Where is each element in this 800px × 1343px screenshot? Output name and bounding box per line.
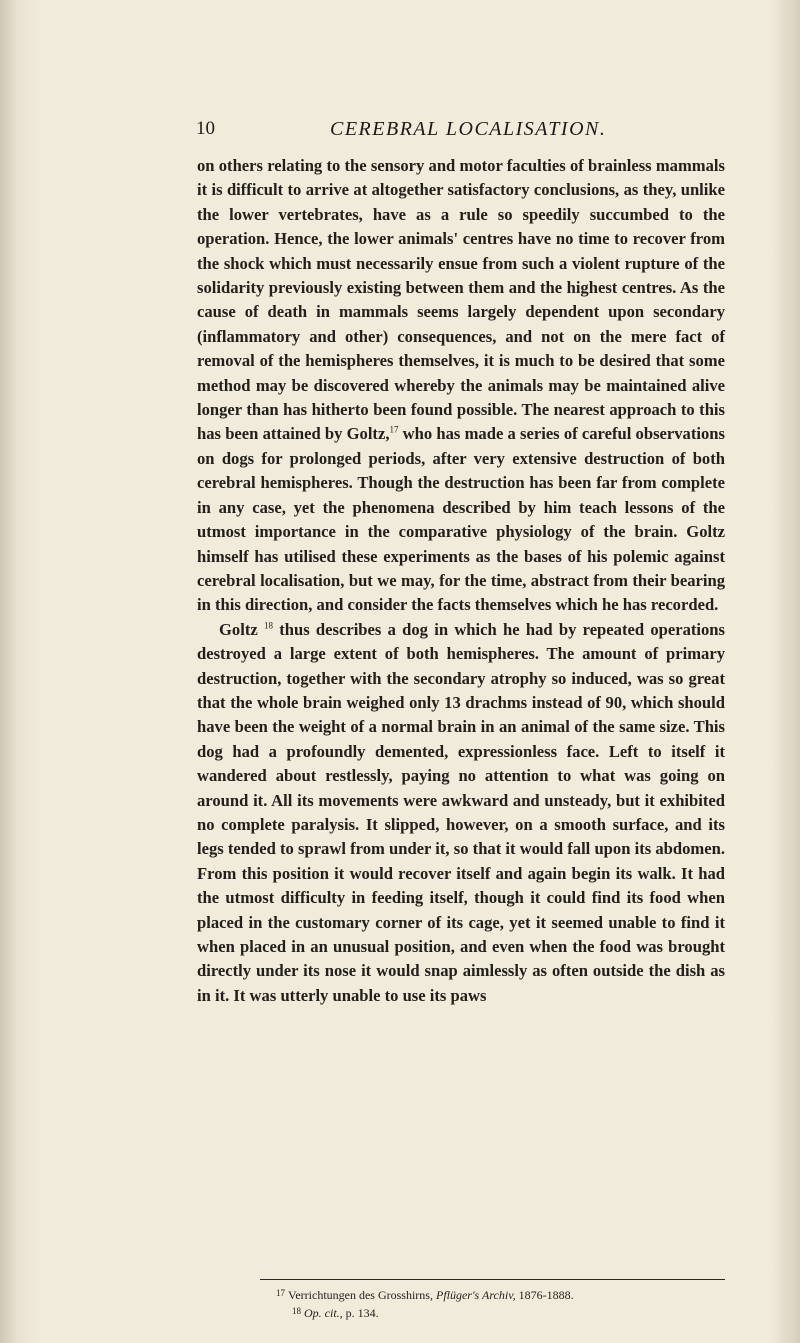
footnote-18-citation: Op. cit., [304, 1306, 343, 1320]
running-head [196, 118, 726, 148]
footnote-18-text-after: p. 134. [342, 1306, 379, 1320]
running-title: CEREBRAL LOCALISATION. [330, 118, 607, 140]
footnote-17 [276, 1285, 736, 1303]
footnote-ref-17: 17 [389, 424, 399, 435]
footnotes [276, 1285, 736, 1321]
footnote-17-text-before: Verrichtungen des Grosshirns, [288, 1288, 436, 1302]
footnote-18-number: 18 [292, 1306, 301, 1316]
footnote-17-number: 17 [276, 1288, 285, 1298]
footnote-ref-18: 18 [263, 620, 273, 631]
paragraph-1-text-b: who has made a series of careful observations on dogs for prolonged periods, after very extensive destruction of both cerebral hemispheres. Though the destruction has been far from complete in any case, yet the phenomena described by him teach lessons of the utmost importance in the comparative physiology of the brain. Goltz himself has utilised these experiments as the bases of his polemic against cerebral localisation, but we may, for the time, abstract from their bearing in this direction, and consider the facts themselves which he has recorded. [197, 424, 725, 615]
footnote-17-text-after: 1876-1888. [515, 1288, 574, 1302]
footnote-18 [276, 1303, 736, 1321]
paragraph-2-text-a: Goltz [219, 619, 264, 639]
footnote-divider [260, 1279, 725, 1280]
paragraph-2-text-b: thus describes a dog in which he had by repeated operations destroyed a large extent of both hemispheres. The amount of primary destruction, together with the secondary atrophy so induced, was so great that the whole brain weighed only 13 drachms instead of 90, which should have been the weight of a normal brain in an animal of the same size. This dog had a profoundly demented, expressionless face. Left to itself it wandered about restlessly, paying no attention to what was going on around it. All its movements were awkward and unsteady, but it exhibited no complete paralysis. It slipped, however, on a smooth surface, and its legs tended to sprawl from under it, so that it would fall upon its abdomen. From this position it would recover itself and again begin its walk. It had the utmost difficulty in feeding itself, though it could find its food when placed in the customary corner of its cage, yet it seemed unable to find it when placed in an unusual position, and even when the food was brought directly under its nose it would snap aimlessly as often outside the dish as in it. It was utterly unable to use its paws [197, 619, 725, 1005]
paragraph-2 [197, 618, 725, 1009]
paragraph-1-text-a: on others relating to the sensory and motor faculties of brainless mammals it is difficult to arrive at altogether satisfactory conclusions, as they, unlike the lower vertebrates, have as a rule so speedily succumbed to the operation. Hence, the lower animals' centres have no time to recover from the shock which must necessarily ensue from such a violent rupture of the solidarity previously existing between them and the highest centres. As the cause of death in mammals seems largely dependent upon secondary (inflammatory and other) consequences, and not on the mere fact of removal of the hemispheres themselves, it is much to be desired that some method may be discovered whereby the animals may be maintained alive longer than has hitherto been found possible. The nearest approach to this has been attained by Goltz, [197, 156, 725, 444]
footnote-17-journal: Pflüger's Archiv, [435, 1288, 516, 1302]
page-number: 10 [196, 118, 215, 139]
body-text [197, 154, 725, 1008]
paragraph-1 [197, 154, 725, 618]
